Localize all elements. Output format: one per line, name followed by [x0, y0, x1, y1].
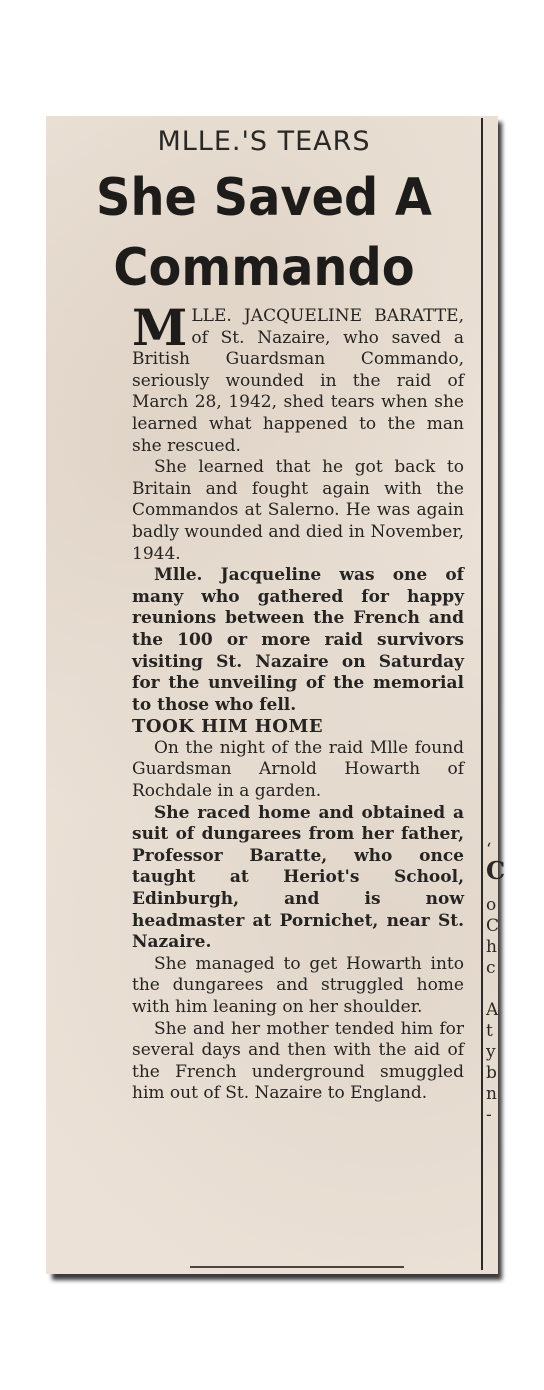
paragraph-7: She and her mother tended him for several days and then with the aid of the French underground smuggled him out of St. Nazaire to England.	[132, 1018, 464, 1104]
paragraph-2: She learned that he got back to Britain and fought again with the Commandos at Salerno. He was again badly wounded and died in November, 1944.	[132, 457, 464, 564]
adjacent-letter: A	[486, 1000, 499, 1020]
paragraph-3: Mlle. Jacqueline was one of many who gathered for happy reunions between the French and the 100 or more raid survivors visiting St. Nazaire on Saturday for the unveiling of the memorial to those who fell.	[132, 565, 464, 715]
adjacent-letter: -	[486, 1105, 492, 1125]
adjacent-letter: c	[486, 958, 496, 978]
end-rule	[190, 1266, 404, 1268]
adjacent-letter	[486, 979, 498, 1000]
paragraph-6: She managed to get Howarth into the dungarees and struggled home with him leaning on her shoulder.	[132, 953, 464, 1017]
paragraph-1	[132, 298, 464, 457]
adjacent-letter: C	[486, 856, 506, 885]
paragraph-4: On the night of the raid Mlle found Guardsman Arnold Howarth of Rochdale in a garden.	[132, 737, 464, 802]
article-body	[132, 298, 464, 1105]
paragraph-1-text: LLE. JACQUELINE BARATTE, of St. Nazaire, who saved a British Guardsman Commando, seriously wounded in the raid of March 28, 1942, shed tears when she learned what happened to the man she rescued.	[132, 306, 464, 456]
headline-line-2: Commando	[113, 238, 415, 298]
column-rule	[481, 118, 483, 1270]
adjacent-letter: b	[486, 1063, 497, 1083]
adjacent-letter: y	[486, 1042, 496, 1062]
drop-cap: M	[132, 298, 188, 357]
kicker-heading: MLLE.'S TEARS	[157, 126, 371, 157]
adjacent-letter: C	[486, 916, 500, 936]
adjacent-letter: ‘	[486, 840, 492, 860]
paragraph-5: She raced home and obtained a suit of dungarees from her father, Professor Baratte, who once taught at Heriot's School, Edinburgh, and is now headmaster at Pornichet, near St. Nazaire.	[132, 802, 464, 953]
headline-line-1: She Saved A	[96, 168, 432, 228]
adjacent-letter: h	[486, 937, 497, 957]
adjacent-letter: n	[486, 1084, 497, 1104]
subheading: TOOK HIM HOME	[132, 716, 324, 738]
adjacent-letter: o	[486, 895, 497, 915]
adjacent-column-fragment	[486, 840, 506, 1126]
adjacent-letter: t	[486, 1021, 493, 1041]
